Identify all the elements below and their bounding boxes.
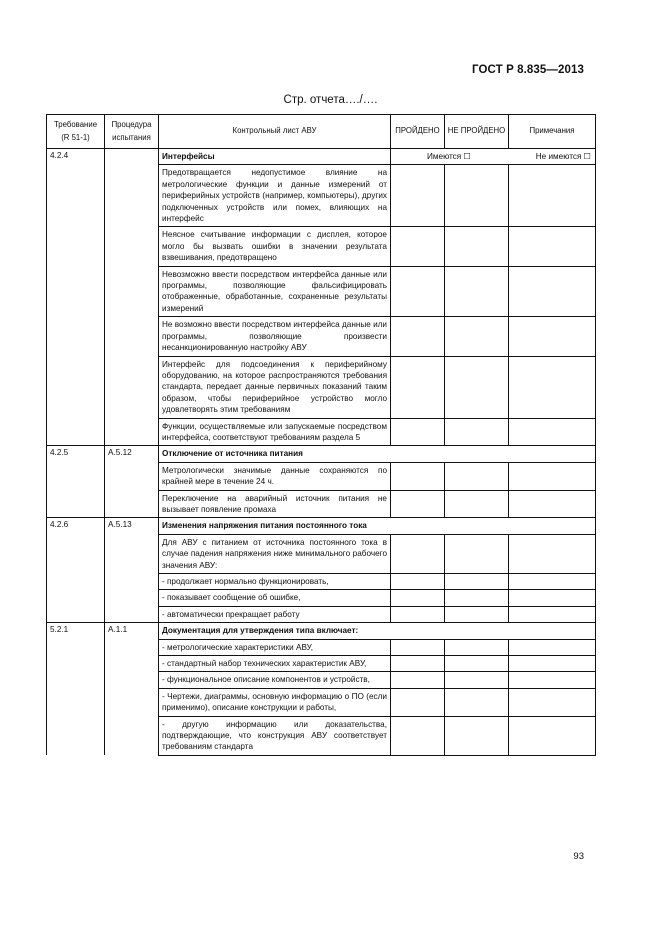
notes-cell[interactable] (509, 418, 596, 446)
requirement-cell (47, 266, 105, 317)
availability-cell (391, 149, 596, 165)
notes-cell[interactable] (509, 266, 596, 317)
notes-cell[interactable] (509, 574, 596, 590)
requirement-cell (47, 716, 105, 755)
notes-cell[interactable] (509, 490, 596, 518)
requirement-cell (47, 590, 105, 606)
passed-cell[interactable] (391, 590, 445, 606)
section-title-row (47, 149, 596, 165)
col-header-not-passed: НЕ ПРОЙДЕНО (445, 115, 509, 149)
requirement-cell (47, 534, 105, 573)
requirement-cell (47, 462, 105, 490)
checklist-item: Для АВУ с питанием от источника постоянного тока в случае падения напряжения ниже минимального рабочего значения АВУ: (159, 534, 391, 573)
passed-cell[interactable] (391, 672, 445, 688)
procedure-cell (105, 672, 159, 688)
section-title: Отключение от источника питания (159, 446, 596, 462)
passed-cell[interactable] (391, 418, 445, 446)
notes-cell[interactable] (509, 165, 596, 227)
checklist-item-row (47, 656, 596, 672)
passed-cell[interactable] (391, 227, 445, 266)
col-header-notes: Примечания (509, 115, 596, 149)
not-passed-cell[interactable] (445, 574, 509, 590)
procedure-ref (105, 149, 159, 165)
not-passed-cell[interactable] (445, 656, 509, 672)
passed-cell[interactable] (391, 656, 445, 672)
checklist-item: Неясное считывание информации с дисплея, которое могло бы вызвать ошибки в значении результата взвешивания, предотвращено (159, 227, 391, 266)
checklist-item-row (47, 227, 596, 266)
procedure-cell (105, 490, 159, 518)
requirement-ref: 4.2.5 (47, 446, 105, 462)
procedure-cell (105, 574, 159, 590)
requirement-cell (47, 490, 105, 518)
report-page-header: Стр. отчета…./…. (283, 94, 378, 106)
checklist-item: - автоматически прекращает работу (159, 606, 391, 622)
checklist-item-row (47, 534, 596, 573)
notes-cell[interactable] (509, 716, 596, 755)
procedure-cell (105, 688, 159, 716)
not-passed-cell[interactable] (445, 356, 509, 418)
passed-cell[interactable] (391, 462, 445, 490)
section-title-row (47, 446, 596, 462)
checklist-item: Функции, осуществляемые или запускаемые посредством интерфейса, соответствуют требованиям раздела 5 (159, 418, 391, 446)
not-passed-cell[interactable] (445, 534, 509, 573)
checklist-item-row (47, 317, 596, 356)
procedure-cell (105, 590, 159, 606)
not-passed-cell[interactable] (445, 165, 509, 227)
section-title: Документация для утверждения типа включает: (159, 623, 596, 639)
checklist-item: Интерфейс для подсоединения к периферийному оборудованию, на которое распространяются требования стандарта, передает данные первичных показаний таким образом, чтобы периферийное устройство могло удовлетворять этим требованиям (159, 356, 391, 418)
procedure-cell (105, 356, 159, 418)
procedure-cell (105, 606, 159, 622)
procedure-cell (105, 716, 159, 755)
requirement-cell (47, 688, 105, 716)
table-header-row (47, 115, 596, 149)
available-no-checkbox[interactable]: Не имеются ☐ (535, 152, 591, 161)
checklist-item-row (47, 672, 596, 688)
checklist-item: - метрологические характеристики АВУ, (159, 639, 391, 655)
col-header-requirement: Требование (R 51-1) (47, 115, 105, 149)
passed-cell[interactable] (391, 266, 445, 317)
checklist-item: Метрологически значимые данные сохраняются по крайней мере в течение 24 ч. (159, 462, 391, 490)
notes-cell[interactable] (509, 227, 596, 266)
not-passed-cell[interactable] (445, 590, 509, 606)
available-yes-checkbox[interactable]: Имеются ☐ (427, 152, 471, 161)
passed-cell[interactable] (391, 356, 445, 418)
checklist-item: - стандартный набор технических характеристик АВУ, (159, 656, 391, 672)
checklist-item-row (47, 418, 596, 446)
standard-number: ГОСТ Р 8.835—2013 (472, 64, 584, 76)
notes-cell[interactable] (509, 317, 596, 356)
section-title: Изменения напряжения питания постоянного тока (159, 518, 596, 534)
notes-cell[interactable] (509, 462, 596, 490)
checklist-item-row (47, 716, 596, 755)
page-number: 93 (573, 851, 584, 862)
checklist-item: Предотвращается недопустимое влияние на метрологические функции и данные измерений от периферийных устройств (например, компьютеры), других подключенных устройств или помех, влияющих на интерфейс (159, 165, 391, 227)
section-title: Интерфейсы (159, 149, 391, 165)
checklist-item: Не возможно ввести посредством интерфейса данные или программы, позволяющие произвести несанкционированную настройку АВУ (159, 317, 391, 356)
procedure-cell (105, 227, 159, 266)
checklist-item-row (47, 606, 596, 622)
requirement-ref: 4.2.6 (47, 518, 105, 534)
passed-cell[interactable] (391, 165, 445, 227)
requirement-cell (47, 227, 105, 266)
section-title-row (47, 518, 596, 534)
procedure-cell (105, 266, 159, 317)
procedure-cell (105, 639, 159, 655)
passed-cell[interactable] (391, 639, 445, 655)
checklist-item: - Чертежи, диаграммы, основную информацию о ПО (если применимо), описание конструкции и работы, (159, 688, 391, 716)
requirement-cell (47, 418, 105, 446)
procedure-ref: A.5.13 (105, 518, 159, 534)
not-passed-cell[interactable] (445, 606, 509, 622)
checklist-item: Переключение на аварийный источник питания не вызывает появление промаха (159, 490, 391, 518)
passed-cell[interactable] (391, 317, 445, 356)
passed-cell[interactable] (391, 716, 445, 755)
not-passed-cell[interactable] (445, 227, 509, 266)
requirement-cell (47, 606, 105, 622)
not-passed-cell[interactable] (445, 418, 509, 446)
checklist-item-row (47, 688, 596, 716)
checklist-item-row (47, 490, 596, 518)
requirement-cell (47, 317, 105, 356)
notes-cell[interactable] (509, 656, 596, 672)
procedure-ref: A.5.12 (105, 446, 159, 462)
requirement-cell (47, 672, 105, 688)
requirement-cell (47, 656, 105, 672)
requirement-cell (47, 574, 105, 590)
passed-cell[interactable] (391, 606, 445, 622)
procedure-ref: A.1.1 (105, 623, 159, 639)
procedure-cell (105, 534, 159, 573)
checklist-item: - показывает сообщение об ошибке, (159, 590, 391, 606)
requirement-cell (47, 639, 105, 655)
checklist-item: Невозможно ввести посредством интерфейса данные или программы, позволяющие фальсифицировать отображенные, обработанные, сохраненные результаты измерений (159, 266, 391, 317)
not-passed-cell[interactable] (445, 266, 509, 317)
checklist-item-row (47, 165, 596, 227)
checklist-item: - функциональное описание компонентов и устройств, (159, 672, 391, 688)
procedure-cell (105, 317, 159, 356)
notes-cell[interactable] (509, 688, 596, 716)
notes-cell[interactable] (509, 606, 596, 622)
section-title-row (47, 623, 596, 639)
passed-cell[interactable] (391, 534, 445, 573)
procedure-cell (105, 165, 159, 227)
passed-cell[interactable] (391, 490, 445, 518)
not-passed-cell[interactable] (445, 462, 509, 490)
col-header-passed: ПРОЙДЕНО (391, 115, 445, 149)
checklist-item-row (47, 574, 596, 590)
requirement-cell (47, 356, 105, 418)
checklist-item-row (47, 590, 596, 606)
checklist-item-row (47, 356, 596, 418)
notes-cell[interactable] (509, 639, 596, 655)
not-passed-cell[interactable] (445, 716, 509, 755)
not-passed-cell[interactable] (445, 317, 509, 356)
not-passed-cell[interactable] (445, 490, 509, 518)
checklist-item: - другую информацию или доказательства, подтверждающие, что конструкция АВУ соответствует требованиям стандарта (159, 716, 391, 755)
notes-cell[interactable] (509, 672, 596, 688)
col-header-procedure: Процедура испытания (105, 115, 159, 149)
procedure-cell (105, 462, 159, 490)
not-passed-cell[interactable] (445, 639, 509, 655)
procedure-cell (105, 656, 159, 672)
col-header-checklist: Контрольный лист АВУ (159, 115, 391, 149)
passed-cell[interactable] (391, 688, 445, 716)
notes-cell[interactable] (509, 534, 596, 573)
checklist-table (46, 114, 596, 756)
checklist-item: - продолжает нормально функционировать, (159, 574, 391, 590)
not-passed-cell[interactable] (445, 672, 509, 688)
checklist-item-row (47, 266, 596, 317)
notes-cell[interactable] (509, 590, 596, 606)
requirement-cell (47, 165, 105, 227)
requirement-ref: 4.2.4 (47, 149, 105, 165)
passed-cell[interactable] (391, 574, 445, 590)
requirement-ref: 5.2.1 (47, 623, 105, 639)
not-passed-cell[interactable] (445, 688, 509, 716)
procedure-cell (105, 418, 159, 446)
checklist-item-row (47, 462, 596, 490)
table-body (47, 149, 596, 756)
checklist-item-row (47, 639, 596, 655)
notes-cell[interactable] (509, 356, 596, 418)
